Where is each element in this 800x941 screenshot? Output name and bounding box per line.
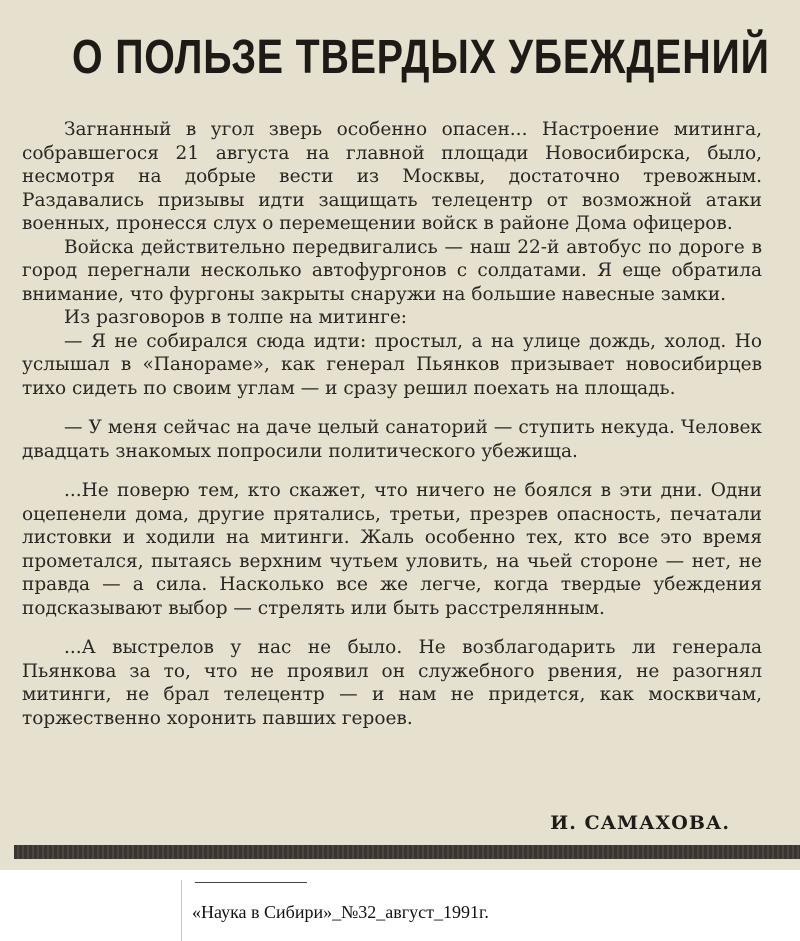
article-headline: О ПОЛЬЗЕ ТВЕРДЫХ УБЕЖДЕНИЙ	[72, 31, 770, 84]
footnote-separator	[195, 882, 307, 883]
margin-bar	[181, 880, 182, 941]
paragraph-5: — У меня сейчас на даче целый санаторий — ступить некуда. Человек двадцать знакомых попросили политического убежища.	[22, 417, 762, 462]
source-caption: «Наука в Сибири»_№32_август_1991г.	[192, 902, 489, 922]
bleed-through-text	[40, 0, 780, 18]
author-signature: И. САМАХОВА.	[550, 812, 730, 834]
paragraph-6: ...Не поверю тем, кто скажет, что ничего не боялся в эти дни. Одни оцепенели дома, другие прятались, третьи, презрев опасность, печатали листовки и ходили на митинги. Жаль особенно тех, кто все это время прометался, пытаясь верхним чутьем уловить, на чьей стороне — нет, не правда — а сила. Насколько все же легче, когда твердые убеждения подсказывают выбор — стрелять или быть расстрелянным.	[22, 480, 762, 619]
paragraph-4: — Я не собирался сюда идти: простыл, а на улице дождь, холод. Но услышал в «Панораме», как генерал Пьянков призывает новосибирцев тихо сидеть по своим углам — и сразу решил поехать на площадь.	[22, 330, 762, 399]
article-body	[22, 118, 762, 730]
paragraph-2: Войска действительно передвигались — наш 22-й автобус по дороге в город перегнали несколько автофургонов с солдатами. Я еще обратила внимание, что фургоны закрыты снаружи на большие навесные замки.	[22, 236, 762, 305]
paragraph-3: Из разговоров в толпе на митинге:	[64, 307, 408, 328]
paragraph-7: ...А выстрелов у нас не было. Не возблагодарить ли генерала Пьянкова за то, что не проявил он служебного рвения, не разогнял митинги, не брал телецентр — и нам не придется, как москвичам, торжественно хоронить павших героев.	[22, 637, 762, 729]
bottom-rule	[14, 845, 800, 859]
paragraph-1: Загнанный в угол зверь особенно опасен... Настроение митинга, собравшегося 21 августа на главной площади Новосибирска, было, несмотря на добрые вести из Москвы, достаточно тревожным. Раздавались призывы идти защищать телецентр от возможной атаки военных, пронесся слух о перемещении войск в районе Дома офицеров.	[22, 119, 762, 234]
